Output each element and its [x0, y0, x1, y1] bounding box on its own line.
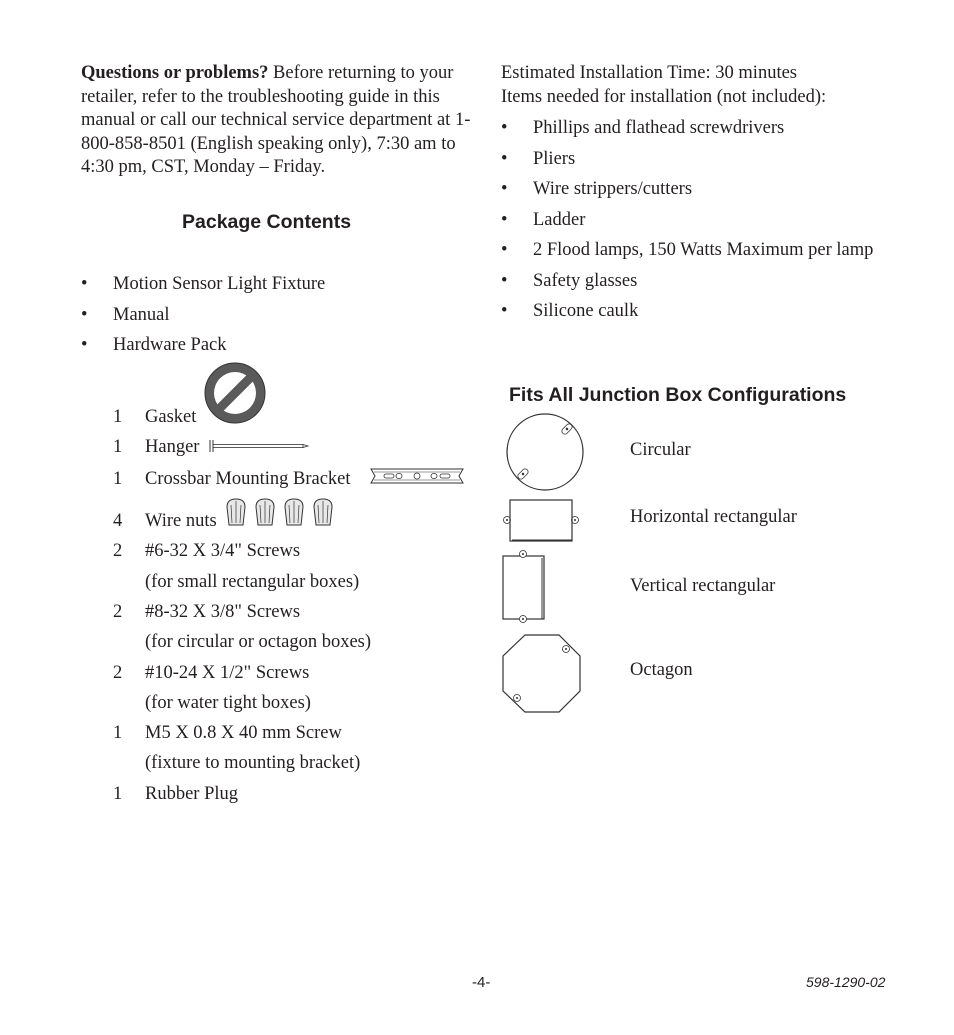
page-number: -4- [472, 974, 491, 991]
intro-paragraph [81, 62, 473, 180]
install-time: Estimated Installation Time: 30 minutes [501, 63, 797, 83]
vertical-rectangular-box-icon [500, 549, 548, 621]
config-label-vertical-rectangular: Vertical rectangular [630, 576, 776, 596]
octagon-box-icon [501, 633, 583, 715]
horizontal-rectangular-box-icon [500, 498, 582, 542]
install-needed-label: Items needed for installation (not included): [501, 86, 827, 107]
list-item: • Wire strippers/cutters [501, 179, 693, 199]
hanger-icon [209, 440, 309, 452]
tools-list [501, 116, 873, 330]
config-label-octagon: Octagon [630, 660, 693, 680]
intro-text: Before returning to your retailer, refer to the troubleshooting guide in this manual or call our technical service department at 1-800-858-8501 (English speaking only), 7:30 am to 4:30 pm, CST, Monday – Friday. [81, 63, 471, 177]
list-item: • Hardware Pack [81, 335, 227, 355]
junction-box-heading: Fits All Junction Box Configurations [509, 384, 847, 406]
list-item: • Ladder [501, 209, 586, 230]
list-item: • Silicone caulk [501, 301, 639, 321]
config-label-circular: Circular [630, 440, 691, 460]
list-item: • 2 Flood lamps, 150 Watts Maximum per lamp [501, 240, 874, 260]
document-code: 598-1290-02 [806, 974, 886, 990]
list-item: • Pliers [501, 148, 576, 169]
wire-nuts-icon [226, 497, 338, 527]
list-item: • Motion Sensor Light Fixture [81, 274, 326, 294]
package-contents-heading: Package Contents [182, 211, 352, 233]
crossbar-bracket-icon [368, 465, 466, 487]
list-item: • Safety glasses [501, 270, 638, 291]
list-item: • Phillips and flathead screwdrivers [501, 118, 785, 138]
package-items-list [81, 272, 325, 364]
gasket-icon [204, 362, 266, 424]
list-item: • Manual [81, 304, 170, 325]
circular-box-icon [505, 412, 585, 492]
intro-bold-lead: Questions or problems? [81, 63, 269, 83]
config-label-horizontal-rectangular: Horizontal rectangular [630, 507, 797, 527]
install-info [501, 62, 826, 109]
